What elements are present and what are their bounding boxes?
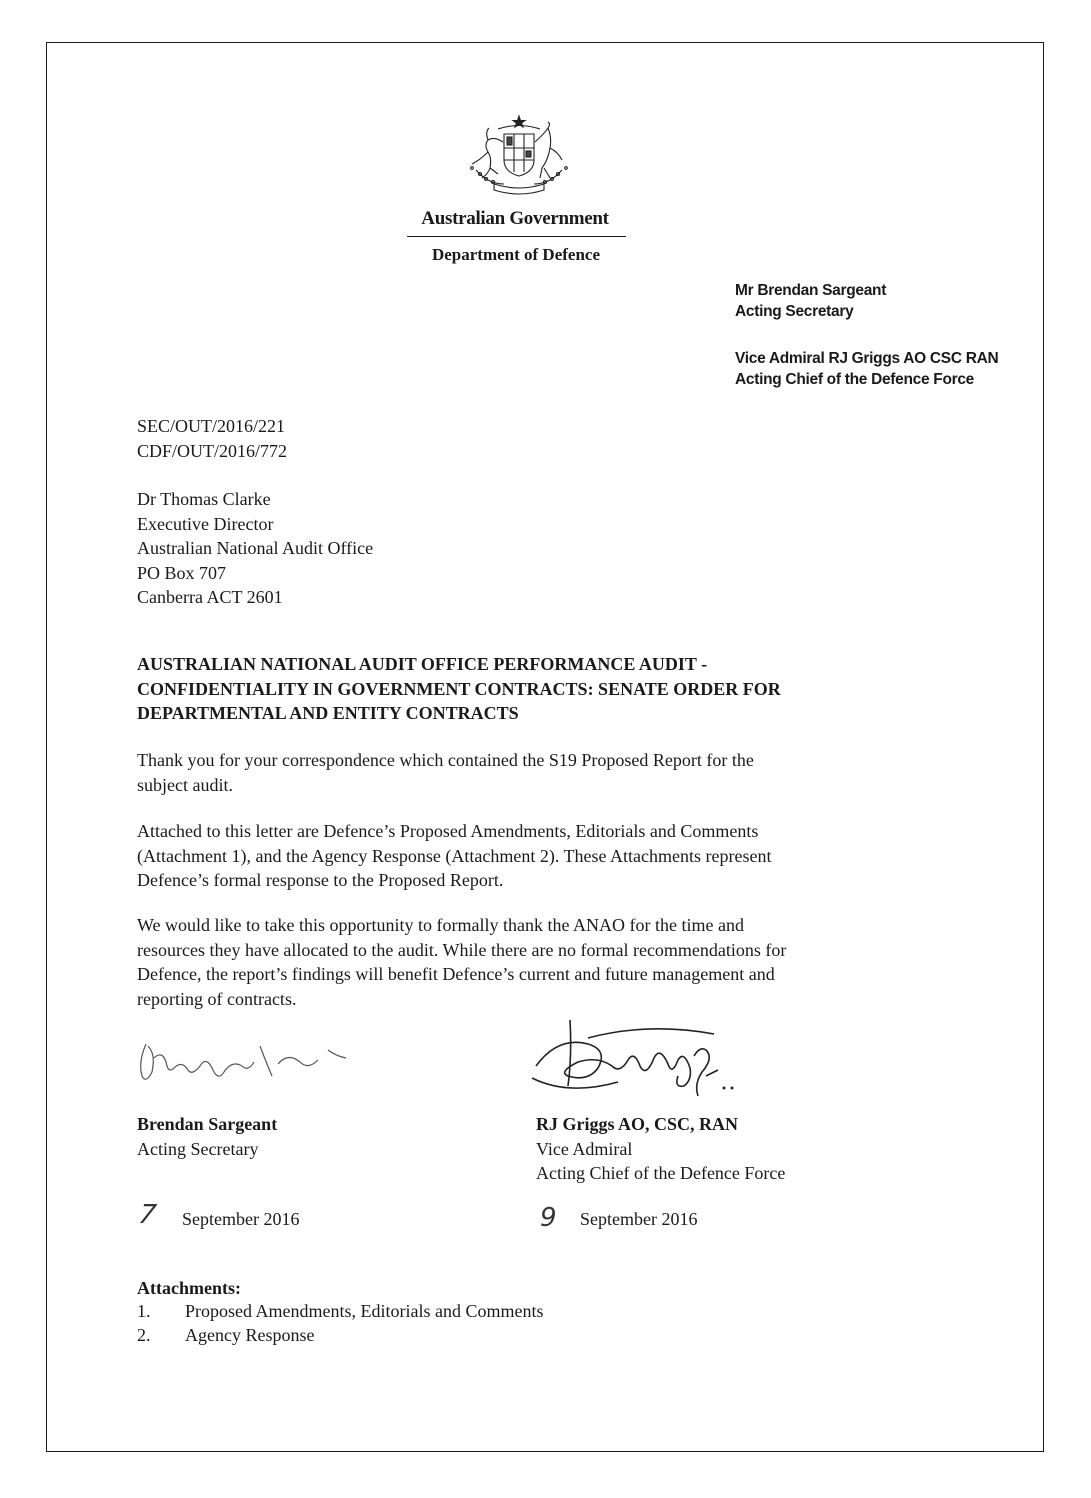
coat-of-arms-icon xyxy=(458,112,580,200)
attachment-text: Proposed Amendments, Editorials and Comments xyxy=(185,1301,544,1321)
recipient-address-line: Canberra ACT 2601 xyxy=(137,587,283,607)
attachment-number: 2. xyxy=(137,1325,151,1345)
sender-title: Acting Chief of the Defence Force xyxy=(735,371,974,388)
body-line: Defence’s formal response to the Proposed Report. xyxy=(137,870,504,890)
signatory-cdf xyxy=(536,1112,785,1186)
attachment-item xyxy=(137,1323,657,1347)
body-line: Attached to this letter are Defence’s Proposed Amendments, Editorials and Comments xyxy=(137,821,759,841)
body-line: Thank you for your correspondence which contained the S19 Proposed Report for the xyxy=(137,750,754,770)
reference-sec: SEC/OUT/2016/221 xyxy=(137,416,286,436)
recipient-role: Executive Director xyxy=(137,513,274,534)
handwritten-day: 7 xyxy=(136,1200,159,1230)
signatory-name: RJ Griggs AO, CSC, RAN xyxy=(536,1114,739,1134)
signatory-rank: Vice Admiral xyxy=(536,1138,633,1159)
body-line: (Attachment 1), and the Agency Response (Attachment 2). These Attachments represent xyxy=(137,845,772,866)
body-paragraph-3 xyxy=(137,913,917,1011)
recipient-name: Dr Thomas Clarke xyxy=(137,489,271,509)
reference-numbers xyxy=(137,414,287,463)
signatory-name: Brendan Sargeant xyxy=(137,1114,278,1134)
body-paragraph-2 xyxy=(137,819,917,893)
sender-secretary xyxy=(735,280,886,322)
government-title: Australian Government xyxy=(421,208,609,229)
subject-line: CONFIDENTIALITY IN GOVERNMENT CONTRACTS: SENATE ORDER FOR xyxy=(137,678,781,699)
body-line: reporting of contracts. xyxy=(137,988,297,1009)
attachment-text: Agency Response xyxy=(185,1325,315,1345)
signatory-secretary xyxy=(137,1112,277,1161)
letterhead-rule xyxy=(407,236,626,237)
signatory-title: Acting Secretary xyxy=(137,1138,259,1159)
attachment-item xyxy=(137,1299,657,1323)
body-line: resources they have allocated to the audit. While there are no formal recommendations for xyxy=(137,939,787,960)
signature-griggs xyxy=(528,1016,748,1102)
signature-date: September 2016 xyxy=(182,1209,300,1229)
attachment-number: 1. xyxy=(137,1301,151,1321)
sender-cdf xyxy=(735,348,998,390)
department-title: Department of Defence xyxy=(431,245,601,264)
body-line: subject audit. xyxy=(137,774,233,795)
reference-cdf: CDF/OUT/2016/772 xyxy=(137,440,288,461)
signature-date: September 2016 xyxy=(580,1209,698,1229)
recipient-address-line: PO Box 707 xyxy=(137,562,227,583)
body-line: We would like to take this opportunity to formally thank the ANAO for the time and xyxy=(137,915,744,935)
handwritten-day: 9 xyxy=(540,1203,557,1233)
body-line: Defence, the report’s findings will benefit Defence’s current and future management and xyxy=(137,964,775,984)
attachments-heading: Attachments: xyxy=(137,1278,241,1298)
recipient-address xyxy=(137,487,373,610)
subject-line: AUSTRALIAN NATIONAL AUDIT OFFICE PERFORMANCE AUDIT - xyxy=(137,654,708,674)
sender-name: Mr Brendan Sargeant xyxy=(735,282,887,299)
subject-line: DEPARTMENTAL AND ENTITY CONTRACTS xyxy=(137,703,519,723)
body-paragraph-1 xyxy=(137,748,917,797)
sender-name: Vice Admiral RJ Griggs AO CSC RAN xyxy=(735,350,999,367)
recipient-organisation: Australian National Audit Office xyxy=(137,538,374,558)
signatory-title: Acting Chief of the Defence Force xyxy=(536,1163,786,1183)
signature-sargeant xyxy=(132,1032,362,1092)
subject-heading xyxy=(137,652,917,726)
sender-title: Acting Secretary xyxy=(735,303,854,320)
